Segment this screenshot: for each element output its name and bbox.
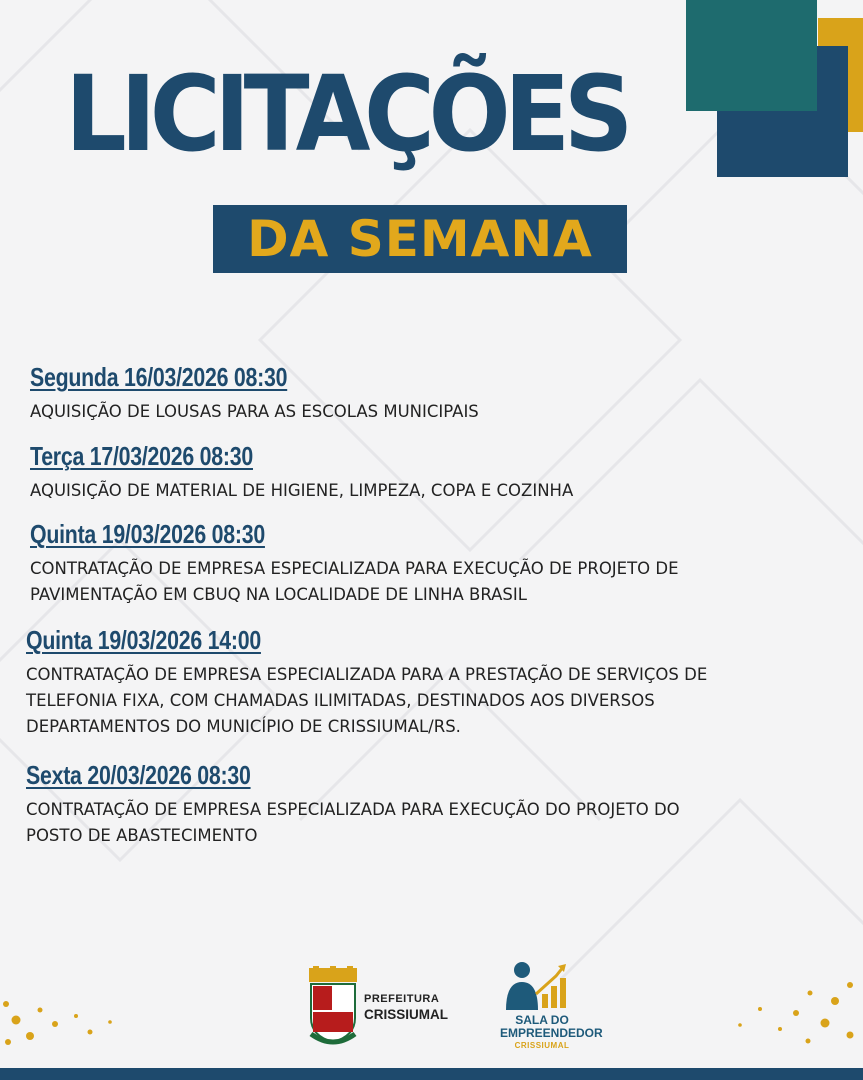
dots-right-decor (700, 975, 863, 1065)
footer-bar (0, 1068, 863, 1080)
schedule-item (30, 362, 479, 425)
schedule-description: CONTRATAÇÃO DE EMPRESA ESPECIALIZADA PARA A PRESTAÇÃO DE SERVIÇOS DE TELEFONIA FIXA, COM CHAMADAS ILIMITADAS, DESTINADOS AOS DIVERSOS DEPARTAMENTOS DO MUNICÍPIO DE CRISSIUMAL/RS. (26, 665, 708, 736)
schedule-description: CONTRATAÇÃO DE EMPRESA ESPECIALIZADA PARA EXECUÇÃO DO PROJETO DO POSTO DE ABASTECIMENTO (26, 800, 680, 845)
schedule-heading: Segunda 16/03/2026 08:30 (30, 362, 288, 392)
schedule-heading: Sexta 20/03/2026 08:30 (26, 760, 251, 790)
sala-logo-city: CRISSIUMAL (514, 1041, 570, 1050)
schedule-item (30, 519, 679, 608)
schedule-description: AQUISIÇÃO DE MATERIAL DE HIGIENE, LIMPEZA, COPA E COZINHA (30, 481, 574, 500)
prefeitura-line1: PREFEITURA (364, 993, 440, 1005)
prefeitura-line2: CRISSIUMAL (364, 1007, 448, 1022)
page-title: LICITAÇÕES (65, 53, 628, 175)
businessman-growth-icon (500, 960, 580, 1016)
page-title-wrap (0, 53, 863, 175)
schedule-item (26, 625, 707, 740)
schedule-description: CONTRATAÇÃO DE EMPRESA ESPECIALIZADA PARA EXECUÇÃO DE PROJETO DE PAVIMENTAÇÃO EM CBUQ NA LOCALIDADE DE LINHA BRASIL (30, 559, 679, 604)
schedule-item (30, 441, 573, 504)
page-subtitle: DA SEMANA (247, 210, 593, 268)
dots-left-decor (0, 990, 130, 1060)
sala-logo-text: SALA DO EMPREENDEDOR (500, 1013, 603, 1040)
schedule-heading: Terça 17/03/2026 08:30 (30, 441, 253, 471)
schedule-heading: Quinta 19/03/2026 08:30 (30, 519, 265, 549)
schedule-item (26, 760, 680, 849)
crest-icon (305, 966, 361, 1056)
prefeitura-logo-text (364, 993, 448, 1022)
schedule-heading: Quinta 19/03/2026 14:00 (26, 625, 261, 655)
subtitle-banner (213, 205, 627, 273)
schedule-description: AQUISIÇÃO DE LOUSAS PARA AS ESCOLAS MUNICIPAIS (30, 402, 479, 421)
